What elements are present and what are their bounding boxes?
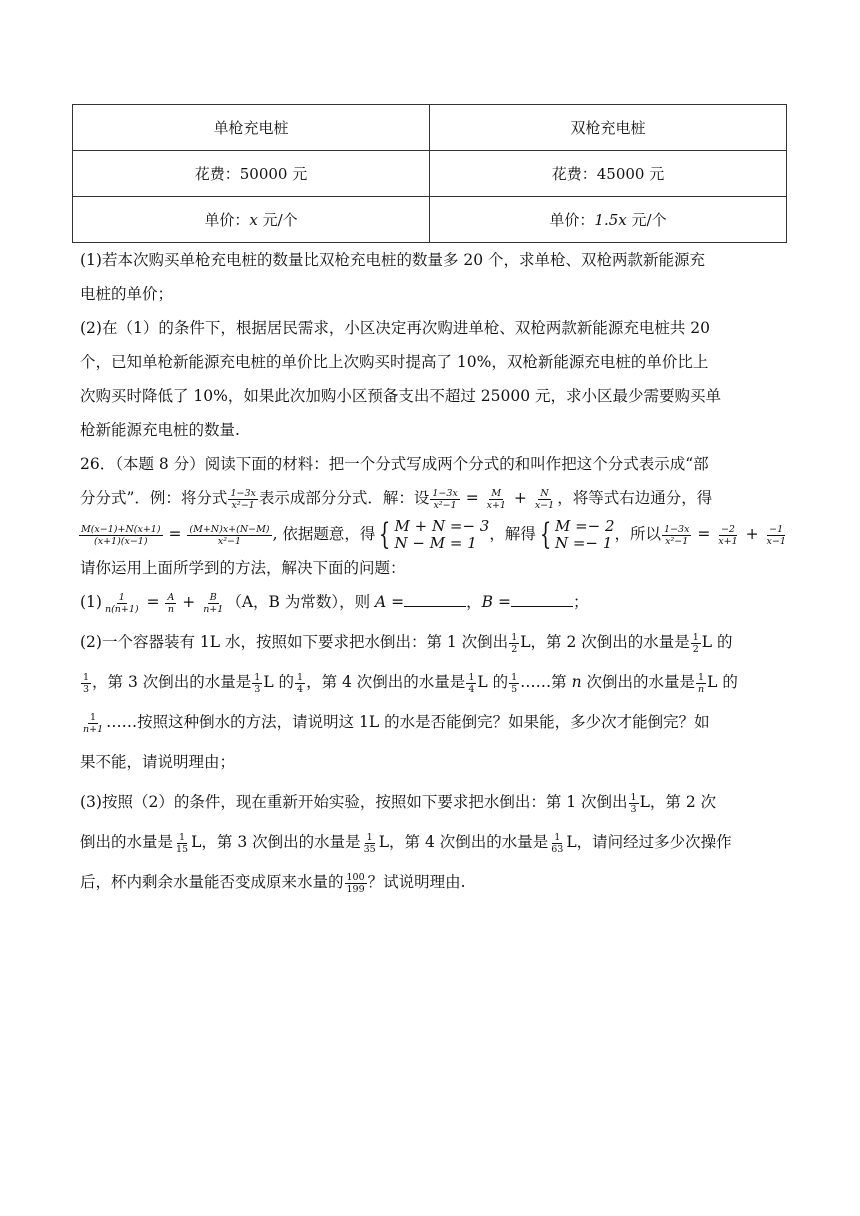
- fraction: [103, 592, 141, 615]
- text-line: 电桩的单价；: [80, 285, 174, 303]
- text: (1): [80, 593, 102, 611]
- text: 倒出的水量是: [80, 833, 174, 851]
- text: L，第 2 次倒出的水量是: [520, 633, 690, 651]
- fraction: [345, 872, 367, 895]
- fraction: [228, 488, 257, 511]
- text: =: [692, 525, 716, 543]
- fraction: [696, 672, 706, 695]
- fraction: [201, 592, 225, 615]
- table-cell: 单枪充电桩: [73, 105, 430, 151]
- text: =: [141, 593, 165, 611]
- denominator: n(n+1): [104, 603, 139, 615]
- text: ……第: [520, 673, 572, 691]
- equation: M =− 2: [554, 517, 615, 535]
- text: L 的: [477, 673, 509, 691]
- denominator: 4: [468, 683, 475, 695]
- equation: N =− 1: [554, 534, 613, 552]
- numerator: (M+N)x+(N−M): [189, 523, 270, 535]
- text: L，第 2 次: [639, 793, 717, 811]
- denominator: x²−1: [231, 499, 255, 511]
- denominator: 2: [692, 643, 699, 655]
- numerator: 1−3x: [664, 523, 690, 535]
- math-var: A =: [375, 593, 405, 611]
- denominator: n: [698, 683, 705, 695]
- text: 表示成部分分式．解：设: [258, 489, 430, 507]
- equation-system: [375, 518, 489, 552]
- fraction: [81, 672, 91, 695]
- text: L，请问经过多少次操作: [566, 833, 732, 851]
- text: +: [508, 489, 532, 507]
- label: 元/个: [257, 211, 298, 229]
- text: (3)按照（2）的条件，现在重新开始实验，按照如下要求把水倒出：第 1 次倒出: [80, 793, 628, 811]
- fraction: [295, 672, 305, 695]
- numerator: 100: [346, 871, 365, 883]
- numerator: 1−3x: [432, 487, 458, 499]
- numerator: 1: [468, 671, 475, 683]
- equation-system: [536, 518, 615, 552]
- numerator: −1: [769, 523, 784, 535]
- denominator: x+1: [486, 499, 506, 511]
- fraction: [485, 488, 508, 511]
- denominator: x+1: [718, 535, 738, 547]
- denominator: x²−1: [433, 499, 457, 511]
- numerator: 1: [179, 831, 186, 843]
- answer-blank: [511, 592, 573, 607]
- numerator: 1: [698, 671, 705, 683]
- system-rows: [555, 518, 615, 552]
- fraction: [174, 832, 190, 855]
- fraction: [466, 672, 476, 695]
- numerator: 1: [511, 631, 518, 643]
- denominator: 199: [346, 883, 365, 895]
- text-line: [80, 705, 780, 745]
- text: +: [177, 593, 201, 611]
- label: 元/个: [626, 211, 667, 229]
- denominator: 4: [297, 683, 304, 695]
- denominator: 63: [551, 843, 564, 855]
- table-row: [73, 197, 787, 243]
- text: ，所以: [614, 525, 662, 543]
- text-line: 个，已知单枪新能源充电桩的单价比上次购买时提高了 10%，双枪新能源充电桩的单价比上: [80, 353, 709, 371]
- fraction: [81, 712, 105, 735]
- text: L 的: [707, 673, 738, 691]
- text-line: [80, 481, 780, 517]
- text: （A，B 为常数），则: [226, 593, 376, 611]
- table-cell: [73, 197, 430, 243]
- numerator: 1: [511, 671, 518, 683]
- denominator: 3: [630, 803, 637, 815]
- fraction: [533, 488, 556, 511]
- equation: N − M = 1: [394, 534, 477, 552]
- question-25: [80, 243, 780, 447]
- denominator: x−1: [534, 499, 555, 511]
- text: ？试说明理由.: [367, 873, 466, 891]
- text: L 的: [701, 633, 733, 651]
- text: L 的: [263, 673, 295, 691]
- text-line: [80, 625, 780, 665]
- numerator: M: [491, 487, 502, 499]
- numerator: 1: [630, 791, 637, 803]
- text: 分分式”．例：将分式: [80, 489, 228, 507]
- numerator: N: [540, 487, 549, 499]
- text: ，将等式右边通分，得: [557, 489, 713, 507]
- fraction: [629, 792, 639, 815]
- denominator: x²−1: [217, 535, 242, 547]
- price-table: [72, 104, 787, 243]
- fraction: [362, 832, 378, 855]
- denominator: 5: [511, 683, 518, 695]
- math-var: 1.5x: [594, 211, 627, 229]
- text-line: [80, 665, 780, 705]
- numerator: 1−3x: [230, 487, 256, 499]
- numerator: 1: [297, 671, 304, 683]
- text: +: [740, 525, 764, 543]
- system-rows: [395, 518, 490, 552]
- text: ，: [466, 593, 482, 611]
- fraction: [691, 632, 701, 655]
- denominator: n+1: [203, 603, 224, 615]
- question-26: [80, 447, 786, 905]
- text: ……按照这种倒水的方法，请说明这 1L 的水是否能倒完？如果能，多少次才能倒完？如: [106, 713, 710, 731]
- fraction: [187, 524, 271, 547]
- text: 后，杯内剩余水量能否变成原来水量的: [80, 873, 344, 891]
- numerator: 1: [692, 631, 699, 643]
- text: ，解得: [489, 525, 536, 543]
- fraction: [716, 524, 739, 547]
- numerator: A: [167, 591, 175, 603]
- text: =: [460, 489, 484, 507]
- numerator: 1: [83, 671, 90, 683]
- brace-glyph: {: [379, 517, 391, 552]
- table-cell: 花费：50000 元: [73, 151, 430, 197]
- fraction: [79, 524, 163, 547]
- denominator: 3: [83, 683, 90, 695]
- text: =: [163, 525, 187, 543]
- fraction: [252, 672, 262, 695]
- text-line: [80, 825, 780, 865]
- brace-glyph: {: [539, 517, 552, 552]
- fraction: [765, 524, 788, 547]
- text: L，第 4 次倒出的水量是: [378, 833, 549, 851]
- text: ，第 3 次倒出的水量是: [92, 673, 252, 691]
- numerator: B: [209, 591, 217, 603]
- text: 次倒出的水量是: [581, 673, 695, 691]
- text: (2)一个容器装有 1L 水，按照如下要求把水倒出：第 1 次倒出: [80, 633, 509, 651]
- fraction: [509, 672, 519, 695]
- text-line: [80, 585, 780, 625]
- numerator: −2: [720, 523, 735, 535]
- math-var: B =: [481, 593, 511, 611]
- text-line: (1)若本次购买单枪充电桩的数量比双枪充电桩的数量多 20 个，求单枪、双枪两款新能源充: [80, 251, 706, 269]
- fraction: [430, 488, 459, 511]
- table-row: [73, 105, 787, 151]
- denominator: (x+1)(x−1): [94, 535, 148, 547]
- denominator: 2: [511, 643, 518, 655]
- label: 单价：: [204, 211, 250, 229]
- math-var: n: [571, 673, 582, 691]
- text-line: 26．（本题 8 分）阅读下面的材料：把一个分式写成两个分式的和叫作把这个分式表示成“部: [80, 455, 709, 473]
- text: ；: [572, 593, 589, 611]
- table-cell: [430, 197, 787, 243]
- table-row: [73, 151, 787, 197]
- table-cell: 双枪充电桩: [430, 105, 787, 151]
- fraction: [165, 592, 176, 615]
- numerator: 1: [554, 831, 561, 843]
- text: L，第 3 次倒出的水量是: [191, 833, 361, 851]
- denominator: x−1: [766, 535, 786, 547]
- fraction: [662, 524, 691, 547]
- numerator: 1: [90, 711, 97, 723]
- denominator: 3: [254, 683, 261, 695]
- text: ，第 4 次倒出的水量是: [306, 673, 466, 691]
- numerator: 1: [254, 671, 261, 683]
- denominator: x²−1: [665, 535, 689, 547]
- label: 单价：: [549, 211, 595, 229]
- text-line: 枪新能源充电桩的数量.: [80, 421, 240, 439]
- denominator: n: [167, 603, 174, 615]
- equation: M + N =− 3: [394, 517, 490, 535]
- numerator: 1: [118, 591, 125, 603]
- text-line: [80, 785, 780, 825]
- text-line: [80, 865, 780, 905]
- fraction: [509, 632, 519, 655]
- text-line: 请你运用上面所学到的方法，解决下面的问题：: [80, 559, 406, 577]
- numerator: M(x−1)+N(x+1): [81, 523, 161, 535]
- denominator: n+1: [83, 723, 104, 735]
- answer-blank: [404, 592, 466, 607]
- text: , 依据题意，得: [272, 525, 376, 543]
- math-var: x: [249, 211, 258, 229]
- fraction: [549, 832, 565, 855]
- text-line: (2)在（1）的条件下，根据居民需求，小区决定再次购进单枪、双枪两款新能源充电桩共 20: [80, 319, 710, 337]
- text-line: 次购买时降低了 10%，如果此次加购小区预备支出不超过 25000 元，求小区最少需要购买单: [80, 387, 722, 405]
- denominator: 35: [363, 843, 376, 855]
- numerator: 1: [366, 831, 373, 843]
- text-line: 果不能，请说明理由；: [80, 753, 236, 771]
- table-cell: 花费：45000 元: [430, 151, 787, 197]
- denominator: 15: [176, 843, 189, 855]
